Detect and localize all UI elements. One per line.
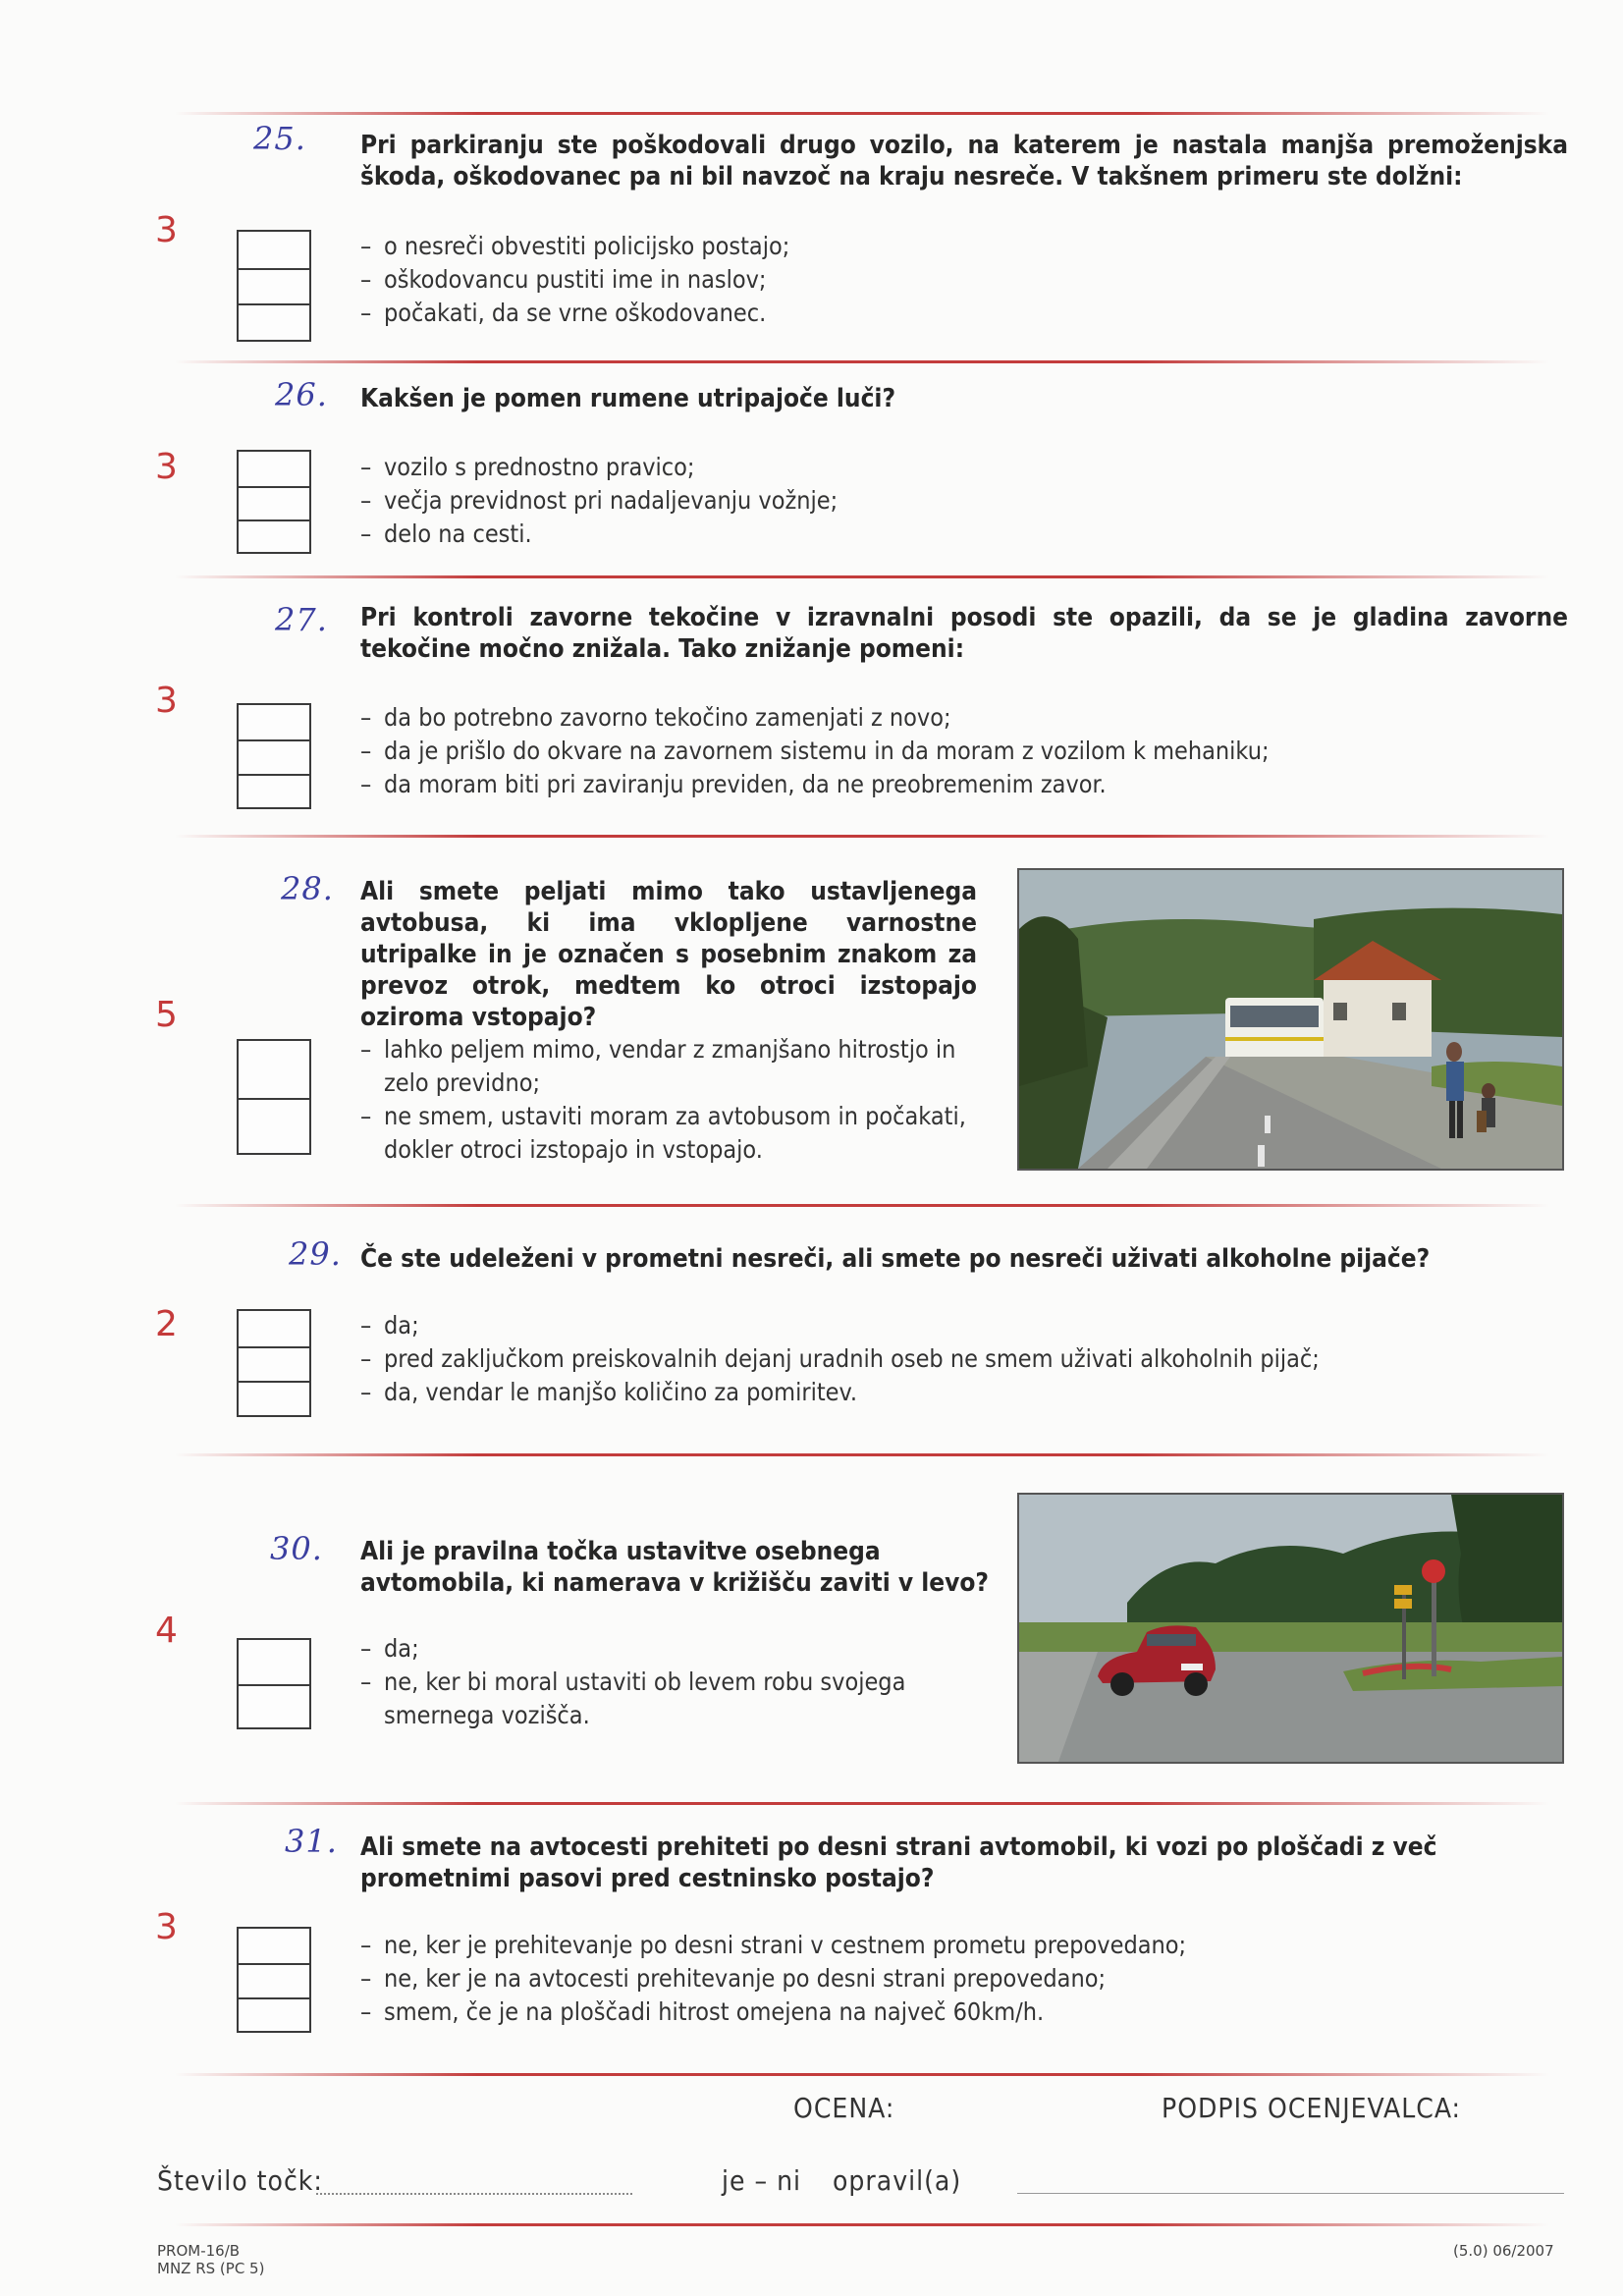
answer-checkbox[interactable] [239, 232, 309, 268]
answer-checkbox[interactable] [239, 1311, 309, 1346]
answer-checkbox-group[interactable] [237, 450, 311, 554]
question-number-handwritten: 26. [275, 376, 328, 413]
answer-checkbox[interactable] [239, 452, 309, 486]
answer-checkbox[interactable] [239, 268, 309, 303]
answer-option: – vozilo s prednostno pravico; [360, 451, 1539, 484]
answer-checkbox[interactable] [239, 303, 309, 340]
school-bus-photo [1017, 868, 1564, 1171]
question-number-handwritten: 27. [275, 601, 328, 638]
question-number-handwritten: 31. [285, 1823, 338, 1860]
question-text: Če ste udeleženi v prometni nesreči, ali smete po nesreči uživati alkoholne pijače? [360, 1244, 1431, 1274]
question-number-handwritten: 30. [270, 1530, 323, 1567]
answer-checkbox-group[interactable] [237, 230, 311, 342]
answer-checkbox[interactable] [239, 739, 309, 774]
answer-checkbox[interactable] [239, 1098, 309, 1153]
answer-checkbox-group[interactable] [237, 1927, 311, 2033]
answer-option: – ne, ker je na avtocesti prehitevanje po desni strani prepovedano; [360, 1962, 1558, 1995]
answer-checkbox-group[interactable] [237, 1039, 311, 1155]
answer-option: – večja previdnost pri nadaljevanju vožnje; [360, 484, 1539, 518]
answer-list [360, 1632, 989, 1732]
question-text: Kakšen je pomen rumene utripajoče luči? [360, 384, 896, 413]
answer-list [360, 1929, 1558, 2029]
answer-option: – o nesreči obvestiti policijsko postajo; [360, 230, 1539, 263]
form-version: (5.0) 06/2007 [1453, 2242, 1554, 2260]
answer-option: – lahko peljem mimo, vendar z zmanjšano hitrostjo in zelo previdno; [360, 1033, 989, 1100]
form-code-line: MNZ RS (PC 5) [157, 2260, 265, 2277]
answer-option: – da je prišlo do okvare na zavornem sistemu in da moram z vozilom k mehaniku; [360, 735, 1558, 768]
answer-list [360, 1033, 989, 1167]
question-text: Pri kontroli zavorne tekočine v izravnalni posodi ste opazili, da se je gladina zavorne tekočine močno znižala. Tako znižanje pomeni: [360, 603, 1568, 664]
answer-list [360, 701, 1558, 801]
school-bus-photo-illustration [1019, 870, 1562, 1169]
question-text: Ali smete peljati mimo tako ustavljenega avtobusa, ki ima vklopljene varnostne utripalke in je označen s posebnim znakom za prevoz otrok, medtem ko otroci izstopajo oziroma vstopajo? [360, 877, 977, 1032]
separator [175, 1453, 1549, 1456]
question-text: Pri parkiranju ste poškodovali drugo vozilo, na katerem je nastala manjša premoženjska škoda, oškodovanec pa ni bil navzoč na kraju nesreče. V takšnem primeru ste dolžni: [360, 131, 1568, 191]
question-text: Ali smete na avtocesti prehiteti po desni strani avtomobil, ki vozi po ploščadi z več prometnimi pasovi pred cestninsko postajo? [360, 1832, 1437, 1893]
answer-checkbox[interactable] [239, 1346, 309, 1381]
points-value: 2 [155, 1304, 178, 1344]
answer-option: – ne, ker je prehitevanje po desni strani v cestnem prometu prepovedano; [360, 1929, 1558, 1962]
answer-checkbox[interactable] [239, 1684, 309, 1727]
ocena-label: OCENA: [793, 2092, 895, 2124]
separator [175, 835, 1549, 838]
separator [175, 2073, 1549, 2076]
answer-checkbox[interactable] [239, 1381, 309, 1415]
question-number-handwritten: 28. [281, 870, 334, 907]
question-number-handwritten: 29. [289, 1235, 342, 1273]
stevilo-tock-label: Število točk: [157, 2164, 323, 2197]
answer-option: – pred zaključkom preiskovalnih dejanj uradnih oseb ne smem uživati alkoholnih pijač; [360, 1342, 1558, 1376]
answer-list [360, 1309, 1558, 1409]
je-ni-option[interactable]: je – ni [722, 2164, 802, 2197]
answer-option: – da bo potrebno zavorno tekočino zamenjati z novo; [360, 701, 1558, 735]
points-value: 3 [155, 210, 178, 250]
answer-option: – ne smem, ustaviti moram za avtobusom in počakati, dokler otroci izstopajo in vstopajo. [360, 1100, 989, 1167]
answer-checkbox[interactable] [239, 486, 309, 519]
stevilo-tock-field[interactable] [316, 2193, 632, 2195]
answer-option: – da; [360, 1309, 1558, 1342]
intersection-photo [1017, 1493, 1564, 1764]
answer-checkbox[interactable] [239, 1963, 309, 1997]
answer-checkbox-group[interactable] [237, 1638, 311, 1729]
answer-checkbox[interactable] [239, 519, 309, 554]
answer-checkbox[interactable] [239, 1997, 309, 2031]
separator [175, 1802, 1549, 1805]
answer-list [360, 451, 1539, 551]
answer-checkbox[interactable] [239, 1929, 309, 1963]
intersection-photo-illustration [1019, 1495, 1562, 1762]
separator [175, 112, 1549, 115]
question-text: Ali je pravilna točka ustavitve osebnega avtomobila, ki namerava v križišču zaviti v levo? [360, 1537, 989, 1598]
answer-checkbox[interactable] [239, 1041, 309, 1098]
answer-checkbox[interactable] [239, 1640, 309, 1684]
answer-list [360, 230, 1539, 330]
points-value: 3 [155, 447, 178, 487]
answer-option: – počakati, da se vrne oškodovanec. [360, 297, 1539, 330]
answer-option: – da; [360, 1632, 989, 1666]
answer-option: – da moram biti pri zaviranju previden, da ne preobremenim zavor. [360, 768, 1558, 801]
answer-checkbox-group[interactable] [237, 703, 311, 809]
separator [175, 1204, 1549, 1207]
signature-line[interactable] [1017, 2193, 1564, 2194]
answer-option: – smem, če je na ploščadi hitrost omejena na največ 60km/h. [360, 1995, 1558, 2029]
points-value: 5 [155, 995, 178, 1035]
form-code-line: PROM-16/B [157, 2242, 241, 2260]
answer-option: – ne, ker bi moral ustaviti ob levem robu svojega smernega vozišča. [360, 1666, 989, 1732]
form-code [157, 2242, 264, 2277]
answer-checkbox[interactable] [239, 774, 309, 807]
answer-checkbox-group[interactable] [237, 1309, 311, 1417]
points-value: 3 [155, 1907, 178, 1947]
separator [175, 575, 1549, 578]
separator [175, 360, 1549, 363]
podpis-ocenjevalca-label: PODPIS OCENJEVALCA: [1162, 2092, 1462, 2124]
answer-option: – oškodovancu pustiti ime in naslov; [360, 263, 1539, 297]
answer-option: – delo na cesti. [360, 518, 1539, 551]
question-number-handwritten: 25. [253, 120, 306, 157]
points-value: 4 [155, 1611, 178, 1651]
answer-checkbox[interactable] [239, 705, 309, 739]
points-value: 3 [155, 681, 178, 721]
opravil-label: opravil(a) [833, 2164, 962, 2197]
separator [175, 2223, 1549, 2226]
answer-option: – da, vendar le manjšo količino za pomiritev. [360, 1376, 1558, 1409]
